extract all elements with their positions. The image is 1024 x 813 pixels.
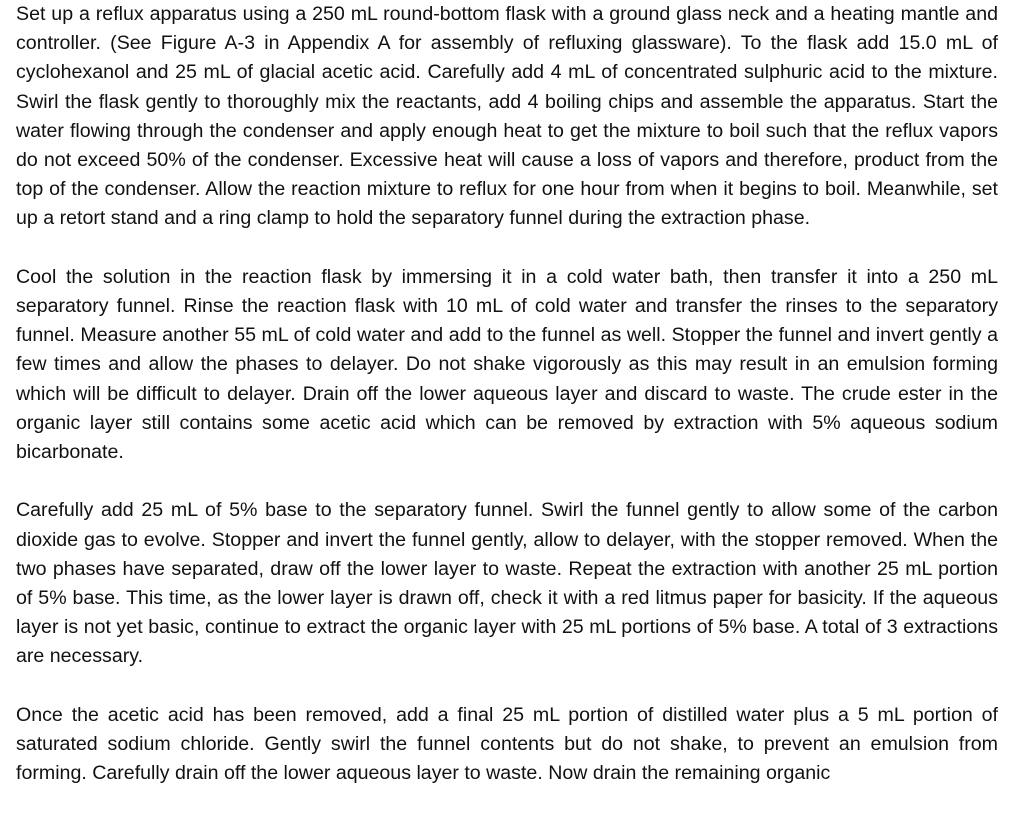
paragraph-reflux-setup: Set up a reflux apparatus using a 250 mL round-bottom flask with a ground glass neck and a heating mantle and controller. (See Figure A-3 in Appendix A for assembly of refluxing glassware). To the flask add 15.0 mL of cyclohexanol and 25 mL of glacial acetic acid. Carefully add 4 mL of concentrated sulphuric acid to the mixture. Swirl the flask gently to thoroughly mix the reactants, add 4 boiling chips and assemble the apparatus. Start the water flowing through the condenser and apply enough heat to get the mixture to boil such that the reflux vapors do not exceed 50% of the condenser. Excessive heat will cause a loss of vapors and therefore, product from the top of the condenser. Allow the reaction mixture to reflux for one hour from when it begins to boil. Meanwhile, set up a retort stand and a ring clamp to hold the separatory funnel during the extraction phase. [16,3,998,230]
document-page [16,0,998,805]
paragraph-base-extraction: Carefully add 25 mL of 5% base to the separatory funnel. Swirl the funnel gently to allow some of the carbon dioxide gas to evolve. Stopper and invert the funnel gently, allow to delayer, with the stopper removed. When the two phases have separated, draw off the lower layer to waste. Repeat the extraction with another 25 mL portion of 5% base. This time, as the lower layer is drawn off, check it with a red litmus paper for basicity. If the aqueous layer is not yet basic, continue to extract the organic layer with 25 mL portions of 5% base. A total of 3 extractions are necessary. [16,499,998,668]
paragraph-final-wash: Once the acetic acid has been removed, add a final 25 mL portion of distilled water plus a 5 mL portion of saturated sodium chloride. Gently swirl the funnel contents but do not shake, to prevent an emulsion from forming. Carefully drain off the lower aqueous layer to waste. Now drain the remaining organic [16,703,998,785]
paragraph-gap [16,467,998,496]
paragraph-gap [16,672,998,701]
paragraph-cooling-transfer: Cool the solution in the reaction flask by immersing it in a cold water bath, then transfer it into a 250 mL separatory funnel. Rinse the reaction flask with 10 mL of cold water and transfer the rinses to the separatory funnel. Measure another 55 mL of cold water and add to the funnel as well. Stopper the funnel and invert gently a few times and allow the phases to delayer. Do not shake vigorously as this may result in an emulsion forming which will be difficult to delayer. Drain off the lower aqueous layer and discard to waste. The crude ester in the organic layer still contains some acetic acid which can be removed by extraction with 5% aqueous sodium bicarbonate. [16,265,998,464]
page-cutoff-mask [0,805,1024,813]
paragraph-gap [16,234,998,263]
